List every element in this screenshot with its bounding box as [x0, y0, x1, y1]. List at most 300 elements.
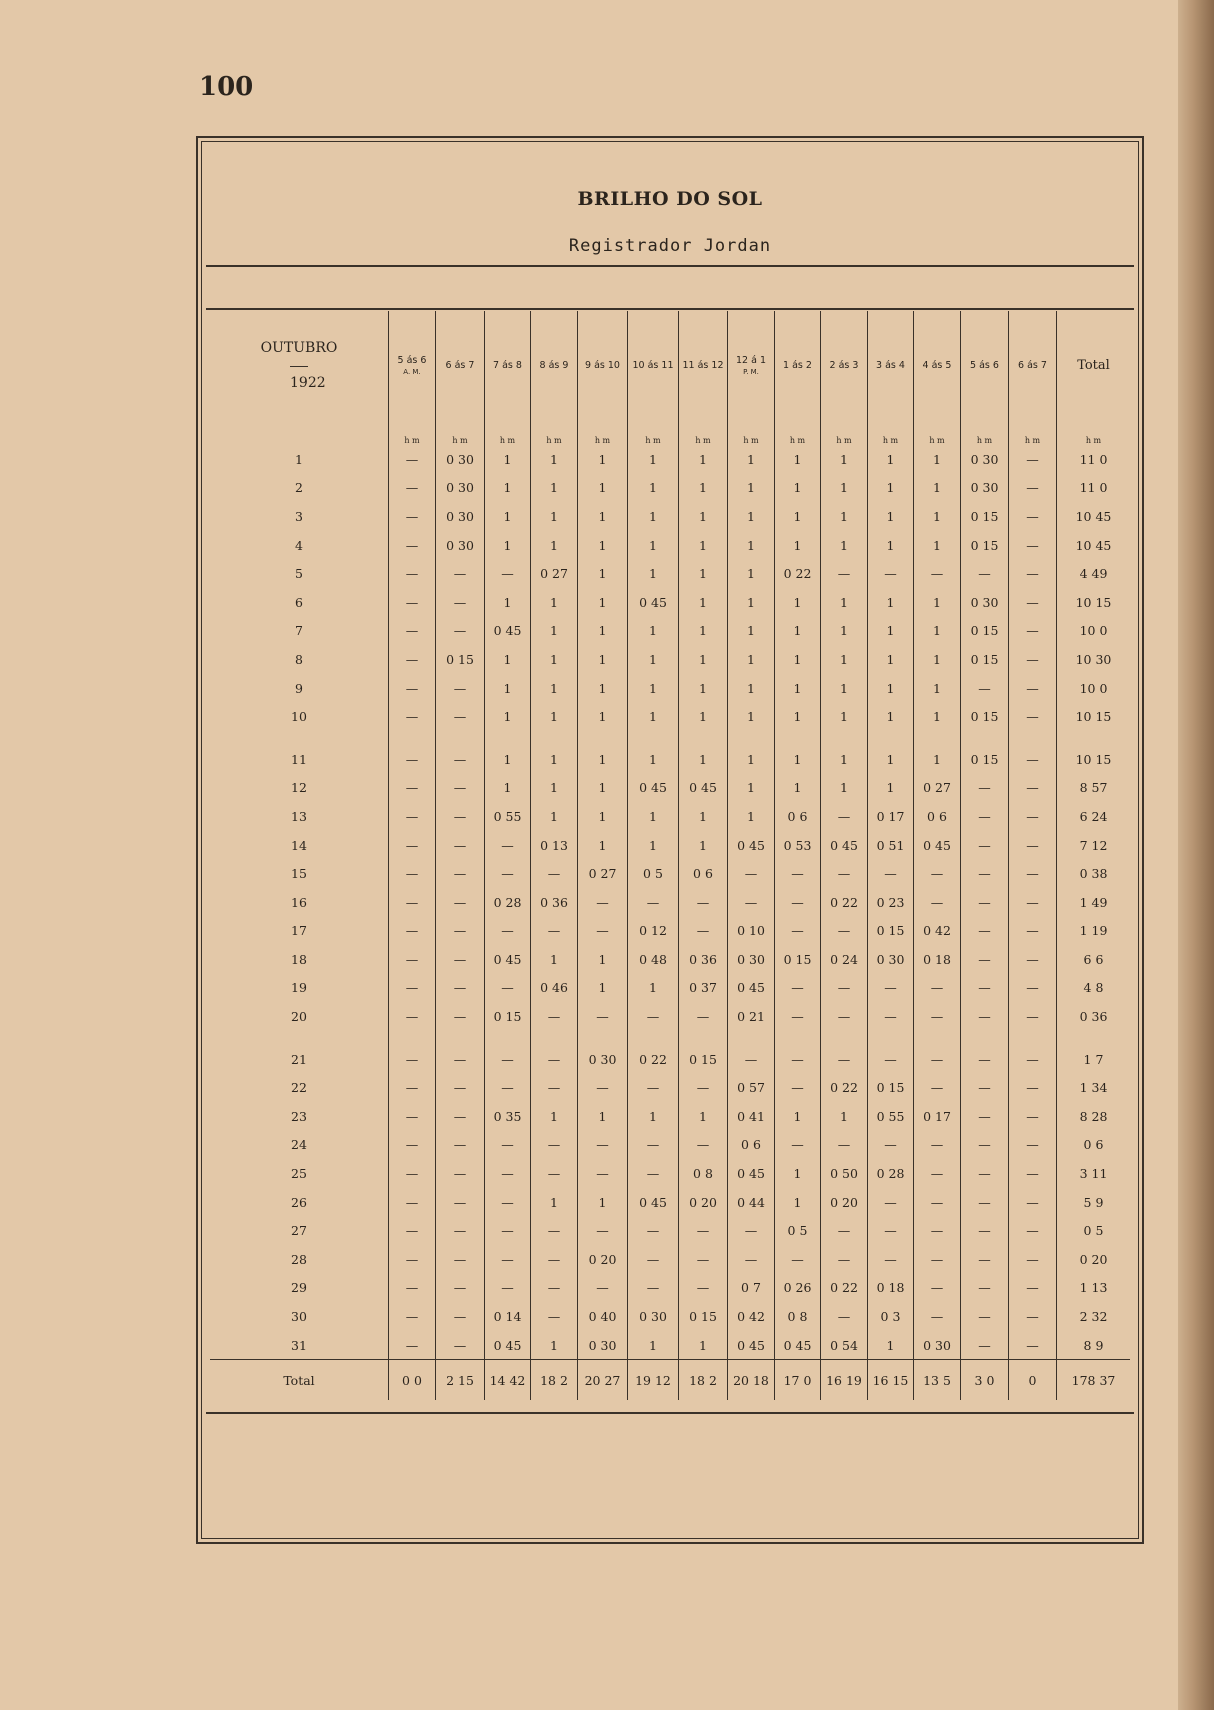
column-total-cell: 20 27 [578, 1360, 628, 1401]
hour-value-cell: — [821, 559, 868, 588]
hour-value-cell: — [436, 702, 485, 731]
hour-value-cell: — [628, 1245, 679, 1274]
hour-value-cell: 0 30 [914, 1331, 961, 1360]
hour-value-cell: — [436, 1002, 485, 1031]
hour-value-cell: — [578, 1274, 628, 1303]
hour-value-cell: — [389, 617, 436, 646]
hour-value-cell: — [821, 859, 868, 888]
hour-value-cell: 1 [679, 617, 728, 646]
hour-value-cell: 1 [914, 674, 961, 703]
hour-value-cell: 1 [775, 1159, 821, 1188]
page-title: BRILHO DO SOL [577, 188, 763, 210]
hour-value-cell: 1 [628, 502, 679, 531]
row-total-cell: 10 15 [1057, 702, 1131, 731]
hour-value-cell: — [868, 1131, 914, 1160]
table-row [210, 502, 1130, 531]
hour-value-cell: 1 [821, 745, 868, 774]
column-total-cell: 14 42 [485, 1360, 531, 1401]
row-total-cell: 1 49 [1057, 888, 1131, 917]
hour-value-cell: — [578, 1131, 628, 1160]
hour-value-cell: 0 15 [679, 1302, 728, 1331]
hour-value-cell: 1 [531, 1331, 578, 1360]
hour-value-cell: — [821, 1245, 868, 1274]
row-total-cell: 10 15 [1057, 588, 1131, 617]
hour-value-cell: — [485, 1045, 531, 1074]
hour-value-cell: — [679, 917, 728, 946]
table-row [210, 917, 1130, 946]
hour-value-cell: — [389, 1302, 436, 1331]
hour-range-label: 7 ás 8 [493, 359, 522, 371]
hour-value-cell: 1 [775, 588, 821, 617]
hour-value-cell: 1 [868, 774, 914, 803]
hour-value-cell: — [961, 1131, 1009, 1160]
day-cell: 10 [291, 709, 307, 725]
hour-value-cell: 1 [775, 617, 821, 646]
hour-value-cell: 0 22 [821, 888, 868, 917]
hour-value-cell: 0 41 [728, 1102, 775, 1131]
unit-label: h m [821, 419, 868, 445]
hour-value-cell: 1 [531, 702, 578, 731]
hour-value-cell: 1 [914, 531, 961, 560]
hour-value-cell: 0 18 [868, 1274, 914, 1303]
hour-value-cell: — [728, 1045, 775, 1074]
hour-value-cell: 0 45 [628, 774, 679, 803]
hour-value-cell: 1 [728, 674, 775, 703]
hour-value-cell: 0 20 [821, 1188, 868, 1217]
hour-value-cell: — [775, 888, 821, 917]
hour-column-header [628, 311, 679, 419]
hour-value-cell: — [961, 1073, 1009, 1102]
unit-label: h m [1009, 419, 1057, 445]
hour-value-cell: — [821, 974, 868, 1003]
hour-value-cell: 1 [775, 674, 821, 703]
hour-range-label: 11 ás 12 [682, 359, 724, 371]
unit-label: h m [868, 419, 914, 445]
hour-value-cell: — [1009, 917, 1057, 946]
hour-value-cell: 1 [914, 474, 961, 503]
hour-value-cell: — [389, 1245, 436, 1274]
hour-value-cell: 0 15 [868, 1073, 914, 1102]
hour-value-cell: 0 22 [775, 559, 821, 588]
day-cell: 25 [291, 1166, 307, 1182]
totals-label: Total [210, 1360, 389, 1401]
hour-column-header [1009, 311, 1057, 419]
hour-value-cell: 0 15 [961, 617, 1009, 646]
day-cell: 7 [295, 623, 303, 639]
hour-value-cell: — [961, 974, 1009, 1003]
hour-value-cell: 1 [821, 702, 868, 731]
hour-value-cell: 1 [728, 774, 775, 803]
hour-value-cell: — [389, 1188, 436, 1217]
hour-value-cell: — [914, 1159, 961, 1188]
hour-value-cell: 0 45 [728, 831, 775, 860]
hour-value-cell: — [531, 1045, 578, 1074]
hour-value-cell: — [578, 1216, 628, 1245]
hour-value-cell: — [961, 1245, 1009, 1274]
row-total-cell: 11 0 [1057, 445, 1131, 474]
hour-value-cell: 1 [679, 674, 728, 703]
table-row [210, 774, 1130, 803]
row-total-cell: 0 36 [1057, 1002, 1131, 1031]
hour-range-label: 3 ás 4 [876, 359, 905, 371]
hour-value-cell: — [679, 1002, 728, 1031]
hour-value-cell: 0 45 [728, 974, 775, 1003]
row-total-cell: 4 49 [1057, 559, 1131, 588]
hour-value-cell: 0 51 [868, 831, 914, 860]
table-row [210, 974, 1130, 1003]
hour-value-cell: 1 [679, 802, 728, 831]
hour-value-cell: — [868, 859, 914, 888]
hour-value-cell: — [389, 588, 436, 617]
hour-column-header [728, 311, 775, 419]
hour-value-cell: — [628, 1216, 679, 1245]
hour-value-cell: 0 22 [821, 1073, 868, 1102]
hour-value-cell: — [389, 802, 436, 831]
hour-range-label: 1 ás 2 [783, 359, 812, 371]
hour-value-cell: 0 26 [775, 1274, 821, 1303]
day-cell: 2 [295, 480, 303, 496]
hour-value-cell: 1 [485, 588, 531, 617]
hour-value-cell: 0 35 [485, 1102, 531, 1131]
hour-value-cell: 1 [775, 745, 821, 774]
hour-column-header [961, 311, 1009, 419]
hour-value-cell: 1 [821, 445, 868, 474]
hour-value-cell: 0 30 [436, 445, 485, 474]
hour-value-cell: 1 [628, 645, 679, 674]
hour-value-cell: — [914, 859, 961, 888]
unit-label: h m [728, 419, 775, 445]
day-cell: 21 [291, 1051, 307, 1067]
hour-value-cell: — [531, 1073, 578, 1102]
hour-value-cell: — [1009, 702, 1057, 731]
row-total-cell: 6 24 [1057, 802, 1131, 831]
hour-value-cell: — [1009, 1102, 1057, 1131]
hour-value-cell: — [914, 1045, 961, 1074]
hour-value-cell: — [436, 974, 485, 1003]
hour-value-cell: — [531, 1131, 578, 1160]
day-cell: 4 [295, 537, 303, 553]
hour-value-cell: 0 36 [531, 888, 578, 917]
hour-value-cell: 1 [578, 617, 628, 646]
hour-value-cell: 1 [868, 645, 914, 674]
hour-range-label: 9 ás 10 [585, 359, 620, 371]
hour-value-cell: — [436, 859, 485, 888]
hour-value-cell: 1 [531, 617, 578, 646]
hour-value-cell: — [1009, 1188, 1057, 1217]
hour-value-cell: — [578, 917, 628, 946]
table-row [210, 888, 1130, 917]
table-row [210, 1002, 1130, 1031]
hour-value-cell: — [679, 1245, 728, 1274]
hour-value-cell: 1 [531, 745, 578, 774]
hour-value-cell: 1 [485, 745, 531, 774]
hour-value-cell: — [1009, 745, 1057, 774]
hour-value-cell: — [821, 917, 868, 946]
unit-label: h m [914, 419, 961, 445]
group-spacer [210, 731, 1130, 745]
hour-value-cell: — [578, 888, 628, 917]
hour-value-cell: — [679, 1073, 728, 1102]
hour-value-cell: — [914, 1216, 961, 1245]
hour-range-label: 8 ás 9 [539, 359, 569, 371]
hour-value-cell: 1 [578, 674, 628, 703]
hour-value-cell: 0 7 [728, 1274, 775, 1303]
hour-value-cell: 0 30 [961, 445, 1009, 474]
unit-label: h m [389, 419, 436, 445]
hour-value-cell: — [389, 702, 436, 731]
hour-value-cell: 0 18 [914, 945, 961, 974]
table-row [210, 1331, 1130, 1360]
table-row [210, 617, 1130, 646]
hour-value-cell: — [1009, 1131, 1057, 1160]
hour-value-cell: — [775, 974, 821, 1003]
hour-value-cell: 0 45 [821, 831, 868, 860]
hour-value-cell: 0 45 [485, 617, 531, 646]
table-row [210, 1245, 1130, 1274]
day-cell: 30 [291, 1309, 307, 1325]
table-row [210, 945, 1130, 974]
hour-value-cell: 0 6 [728, 1131, 775, 1160]
hour-value-cell: — [485, 1131, 531, 1160]
hour-value-cell: 0 45 [485, 945, 531, 974]
hour-value-cell: 1 [775, 474, 821, 503]
row-total-cell: 10 0 [1057, 674, 1131, 703]
hour-value-cell: — [1009, 1073, 1057, 1102]
hour-value-cell: — [1009, 888, 1057, 917]
column-total-cell: 18 2 [531, 1360, 578, 1401]
table-row [210, 1302, 1130, 1331]
day-cell: 17 [291, 923, 307, 939]
hour-value-cell: — [628, 1274, 679, 1303]
hour-value-cell: 1 [531, 588, 578, 617]
hour-range-label: 4 ás 5 [922, 359, 952, 371]
hour-value-cell: — [868, 559, 914, 588]
hour-value-cell: — [485, 831, 531, 860]
hour-value-cell: 1 [914, 645, 961, 674]
row-total-cell: 1 34 [1057, 1073, 1131, 1102]
hour-value-cell: — [436, 802, 485, 831]
hour-value-cell: 0 30 [961, 474, 1009, 503]
table-row [210, 859, 1130, 888]
hour-value-cell: 1 [578, 559, 628, 588]
hour-value-cell: 1 [868, 674, 914, 703]
unit-label: h m [961, 419, 1009, 445]
table-row [210, 445, 1130, 474]
hour-value-cell: 0 57 [728, 1073, 775, 1102]
hour-value-cell: — [436, 1131, 485, 1160]
day-cell: 3 [295, 508, 303, 524]
hour-value-cell: — [914, 1302, 961, 1331]
hour-value-cell: 1 [531, 531, 578, 560]
hour-value-cell: — [1009, 1302, 1057, 1331]
column-total-cell: 2 15 [436, 1360, 485, 1401]
hour-value-cell: 1 [578, 802, 628, 831]
hour-value-cell: 0 36 [679, 945, 728, 974]
hour-value-cell: 1 [868, 474, 914, 503]
hour-value-cell: — [1009, 559, 1057, 588]
hour-value-cell: — [914, 1245, 961, 1274]
hour-value-cell: 0 15 [961, 745, 1009, 774]
hour-value-cell: — [868, 1245, 914, 1274]
hour-value-cell: 1 [775, 774, 821, 803]
hour-value-cell: — [628, 1159, 679, 1188]
hour-value-cell: — [1009, 1045, 1057, 1074]
hour-value-cell: — [728, 859, 775, 888]
month-label: OUTUBRO [260, 339, 338, 356]
day-cell: 22 [291, 1080, 307, 1096]
hour-value-cell: 1 [578, 1102, 628, 1131]
hour-value-cell: — [436, 1302, 485, 1331]
unit-label: h m [578, 419, 628, 445]
hour-value-cell: 1 [628, 974, 679, 1003]
hour-value-cell: — [531, 1274, 578, 1303]
hour-value-cell: 0 27 [531, 559, 578, 588]
hour-value-cell: 1 [679, 474, 728, 503]
row-total-cell: 1 7 [1057, 1045, 1131, 1074]
hour-value-cell: — [1009, 474, 1057, 503]
hour-value-cell: — [868, 1216, 914, 1245]
hour-range-label: 5 ás 6 [397, 354, 427, 366]
hour-value-cell: 1 [728, 531, 775, 560]
hour-value-cell: — [389, 559, 436, 588]
hour-value-cell: 1 [578, 745, 628, 774]
hour-value-cell: 1 [628, 802, 679, 831]
hour-value-cell: 1 [914, 745, 961, 774]
day-cell: 27 [291, 1223, 307, 1239]
hour-value-cell: 0 42 [914, 917, 961, 946]
hour-value-cell: 0 15 [961, 531, 1009, 560]
hour-value-cell: 0 30 [628, 1302, 679, 1331]
hour-value-cell: 0 3 [868, 1302, 914, 1331]
hour-value-cell: 1 [775, 502, 821, 531]
column-total-cell: 17 0 [775, 1360, 821, 1401]
hour-value-cell: — [1009, 617, 1057, 646]
hour-value-cell: 0 40 [578, 1302, 628, 1331]
row-total-cell: 2 32 [1057, 1302, 1131, 1331]
hour-value-cell: 1 [728, 502, 775, 531]
hour-value-cell: — [485, 859, 531, 888]
book-spine [1178, 0, 1214, 1710]
hour-value-cell: 1 [628, 745, 679, 774]
totals-row [210, 1360, 1130, 1401]
day-cell: 12 [291, 780, 307, 796]
hour-value-cell: 1 [679, 445, 728, 474]
hour-value-cell: — [1009, 674, 1057, 703]
hour-value-cell: — [436, 1331, 485, 1360]
pm-label: P. M. [743, 367, 759, 376]
day-cell: 6 [295, 594, 303, 610]
hour-value-cell: 1 [578, 774, 628, 803]
day-cell: 20 [291, 1009, 307, 1025]
hour-value-cell: 0 27 [914, 774, 961, 803]
hour-value-cell: — [1009, 1002, 1057, 1031]
hour-column-header [914, 311, 961, 419]
hour-value-cell: 0 13 [531, 831, 578, 860]
hour-value-cell: 1 [628, 617, 679, 646]
hour-value-cell: — [868, 1002, 914, 1031]
hour-value-cell: — [389, 674, 436, 703]
hour-value-cell: 1 [628, 531, 679, 560]
hour-value-cell: 0 15 [961, 502, 1009, 531]
unit-label: h m [775, 419, 821, 445]
am-label: A. M. [403, 367, 421, 376]
year-label: 1922 [290, 366, 308, 391]
hour-value-cell: 1 [628, 1102, 679, 1131]
hour-value-cell: 1 [914, 617, 961, 646]
table-row [210, 1073, 1130, 1102]
day-cell: 9 [295, 680, 303, 696]
hour-value-cell: — [628, 888, 679, 917]
table-row [210, 588, 1130, 617]
hour-value-cell: — [961, 888, 1009, 917]
hour-value-cell: 0 15 [436, 645, 485, 674]
hour-value-cell: 1 [578, 702, 628, 731]
hour-value-cell: — [436, 1216, 485, 1245]
hour-value-cell: — [775, 1002, 821, 1031]
table-row [210, 1216, 1130, 1245]
row-total-cell: 7 12 [1057, 831, 1131, 860]
hour-value-cell: 0 22 [628, 1045, 679, 1074]
hour-value-cell: 0 15 [868, 917, 914, 946]
hour-value-cell: — [821, 1216, 868, 1245]
hour-column-header [775, 311, 821, 419]
hour-value-cell: 0 12 [628, 917, 679, 946]
hour-value-cell: 0 20 [578, 1245, 628, 1274]
hour-value-cell: 0 42 [728, 1302, 775, 1331]
hour-value-cell: 1 [531, 645, 578, 674]
hour-value-cell: 1 [531, 445, 578, 474]
hour-value-cell: — [961, 1045, 1009, 1074]
hour-value-cell: 1 [821, 674, 868, 703]
hour-value-cell: — [821, 802, 868, 831]
column-total-cell: 13 5 [914, 1360, 961, 1401]
group-spacer [210, 1031, 1130, 1045]
hour-value-cell: — [1009, 1159, 1057, 1188]
day-cell: 5 [295, 566, 303, 582]
table-row [210, 474, 1130, 503]
hour-value-cell: 0 45 [914, 831, 961, 860]
hour-value-cell: — [961, 1002, 1009, 1031]
hour-value-cell: 1 [679, 831, 728, 860]
hour-value-cell: — [961, 1216, 1009, 1245]
day-cell: 15 [291, 866, 307, 882]
hour-value-cell: — [389, 474, 436, 503]
unit-label: h m [628, 419, 679, 445]
hour-column-header [531, 311, 578, 419]
unit-label: h m [531, 419, 578, 445]
hour-value-cell: — [389, 974, 436, 1003]
hour-value-cell: 1 [485, 645, 531, 674]
hour-value-cell: — [531, 1245, 578, 1274]
hour-value-cell: — [485, 974, 531, 1003]
hour-value-cell: 0 48 [628, 945, 679, 974]
hour-value-cell: 1 [728, 702, 775, 731]
table-row [210, 1274, 1130, 1303]
hour-value-cell: 1 [679, 702, 728, 731]
hour-value-cell: 0 20 [679, 1188, 728, 1217]
hour-value-cell: — [485, 559, 531, 588]
hour-value-cell: — [389, 888, 436, 917]
hour-value-cell: 1 [775, 1102, 821, 1131]
row-total-cell: 4 8 [1057, 974, 1131, 1003]
hour-value-cell: — [436, 559, 485, 588]
hour-column-header [389, 311, 436, 419]
day-cell: 28 [291, 1251, 307, 1267]
hour-value-cell: 0 37 [679, 974, 728, 1003]
day-cell: 29 [291, 1280, 307, 1296]
hour-column-header [485, 311, 531, 419]
hour-value-cell: 1 [821, 531, 868, 560]
